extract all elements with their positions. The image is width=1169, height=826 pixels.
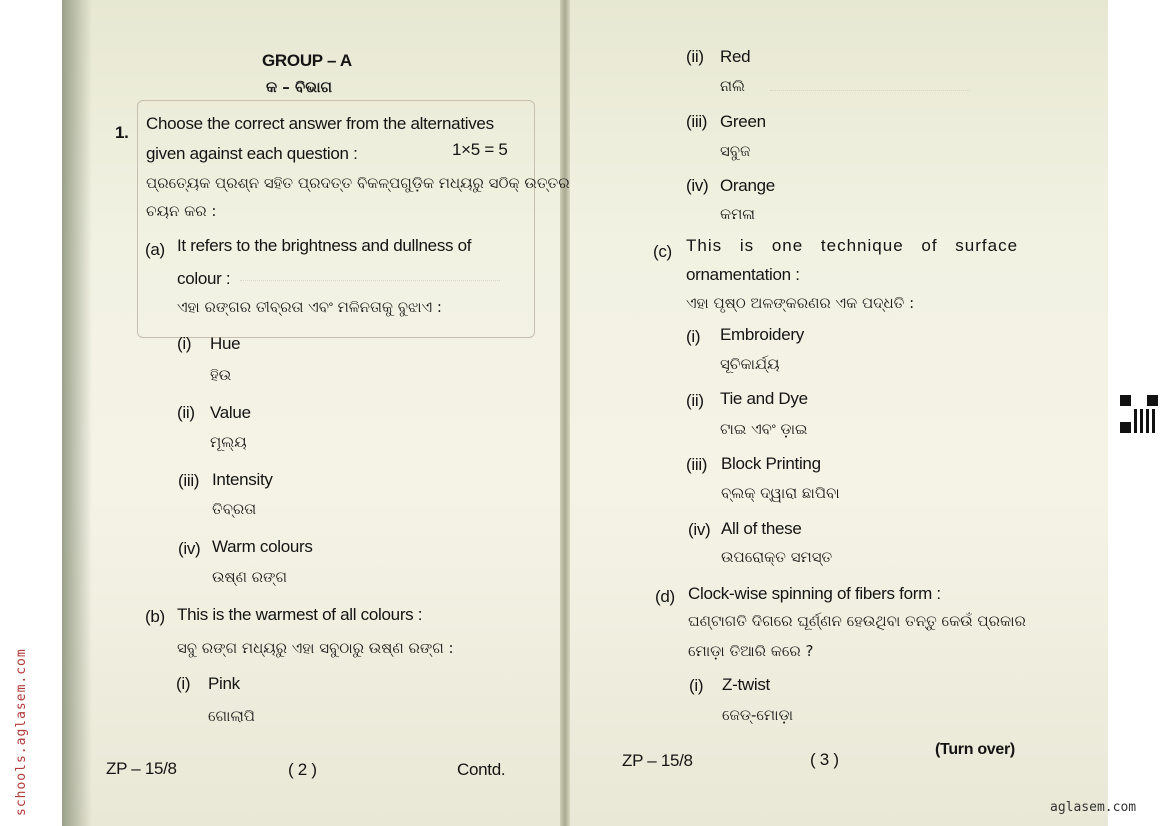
subq-d-line1: Clock-wise spinning of fibers form : xyxy=(688,584,941,603)
option-num: (i) xyxy=(177,334,192,353)
option-odia: ଟାଇ ଏବଂ ଡ଼ାଇ xyxy=(720,420,808,438)
option-num: (iii) xyxy=(686,455,708,474)
site-watermark: schools.aglasem.com xyxy=(14,648,29,816)
option-text: Orange xyxy=(720,176,775,195)
subq-d-odia1: ଘଣ୍ଟାଗତି ଦିଗରେ ଘୂର୍ଣ୍ଣନ ହେଉଥିବା ତନ୍ତୁ କେଉଁ ପ୍ରକାର xyxy=(688,612,1026,630)
subq-c-label: (c) xyxy=(653,242,672,261)
option-odia: ନାଲି xyxy=(720,77,746,95)
qr-code-icon xyxy=(1120,395,1158,433)
option-num: (iii) xyxy=(178,471,200,490)
subq-c-line2: ornamentation : xyxy=(686,265,800,284)
question-text-line1: Choose the correct answer from the alternatives xyxy=(146,114,494,133)
marks: 1×5 = 5 xyxy=(452,140,508,159)
option-text: Z-twist xyxy=(722,675,770,694)
subq-a-label: (a) xyxy=(145,240,165,259)
subq-c-odia: ଏହା ପୃଷ୍ଠ ଅଳଙ୍କରଣର ଏକ ପଦ୍ଧତି : xyxy=(686,294,915,312)
option-num: (i) xyxy=(689,676,704,695)
option-text: All of these xyxy=(721,519,802,538)
page-edge-shadow xyxy=(62,0,92,826)
option-text: Green xyxy=(720,112,766,131)
subq-b-line1: This is the warmest of all colours : xyxy=(177,605,423,624)
option-num: (i) xyxy=(686,327,701,346)
option-odia: ଉପରୋକ୍ତ ସମସ୍ତ xyxy=(721,548,833,566)
option-text: Intensity xyxy=(212,470,273,489)
option-text: Embroidery xyxy=(720,325,804,344)
question-text-line2: given against each question : xyxy=(146,144,358,163)
option-text: Block Printing xyxy=(721,454,821,473)
option-text: Tie and Dye xyxy=(720,389,808,408)
page-number: ( 3 ) xyxy=(810,750,839,769)
option-num: (iv) xyxy=(686,176,709,195)
question-odia-line1: ପ୍ରତ୍ୟେକ ପ୍ରଶ୍ନ ସହିତ ପ୍ରଦତ୍ତ ବିକଳ୍ପଗୁଡ଼ିକ ମଧ୍ୟରୁ ସଠିକ୍ ଉତ୍ତର xyxy=(146,174,570,192)
subq-d-label: (d) xyxy=(655,587,675,606)
paper-code: ZP – 15/8 xyxy=(622,751,693,770)
option-num: (i) xyxy=(176,674,191,693)
subq-b-odia: ସବୁ ରଙ୍ଗ ମଧ୍ୟରୁ ଏହା ସବୁଠାରୁ ଉଷ୍ଣ ରଙ୍ଗ : xyxy=(177,639,454,657)
option-text: Value xyxy=(210,403,251,422)
subq-c-line1: This is one technique of surface xyxy=(686,236,1019,255)
option-odia: ଉଷ୍ଣ ରଙ୍ଗ xyxy=(212,568,287,586)
subq-a-line1: It refers to the brightness and dullness of xyxy=(177,236,472,255)
option-odia: ତିବ୍ରତା xyxy=(212,500,257,518)
option-odia: ଜେଡ୍-ମୋଡ଼ା xyxy=(722,706,794,724)
subq-d-odia2: ମୋଡ଼ା ତିଆରି କରେ ? xyxy=(688,642,814,660)
group-title-odia: କ – ବିଭାଗ xyxy=(266,78,333,96)
option-num: (iv) xyxy=(688,520,711,539)
option-odia: କମଳା xyxy=(720,205,756,223)
right-page xyxy=(568,0,1108,826)
option-num: (iii) xyxy=(686,112,708,131)
option-odia: ସୂଚିକାର୍ଯ୍ୟ xyxy=(720,355,780,373)
option-text: Warm colours xyxy=(212,537,313,556)
subq-a-line2: colour : xyxy=(177,269,231,288)
question-odia-line2: ଚୟନ କର : xyxy=(146,202,217,220)
turn-over-label: (Turn over) xyxy=(935,741,1015,758)
option-num: (iv) xyxy=(178,539,201,558)
option-odia: ହିଉ xyxy=(210,366,232,384)
option-odia: ଗୋଲାପି xyxy=(208,707,255,725)
option-num: (ii) xyxy=(686,47,704,66)
option-odia: ସବୁଜ xyxy=(720,142,751,160)
brand-watermark: aglasem.com xyxy=(1050,800,1137,815)
option-odia: ବ୍ଲକ୍ ଦ୍ୱାରା ଛାପିବା xyxy=(721,484,840,502)
option-text: Hue xyxy=(210,334,241,353)
book-gutter xyxy=(560,0,570,826)
page-number: ( 2 ) xyxy=(288,760,317,779)
subq-a-odia: ଏହା ରଙ୍ଗର ତୀବ୍ରତା ଏବଂ ମଳିନତାକୁ ବୁଝାଏ : xyxy=(177,298,442,316)
paper-code: ZP – 15/8 xyxy=(106,759,177,778)
contd-label: Contd. xyxy=(457,760,506,779)
question-number: 1. xyxy=(115,123,129,142)
bleed-through-mark xyxy=(770,80,970,91)
option-text: Pink xyxy=(208,674,240,693)
option-num: (ii) xyxy=(686,391,704,410)
option-text: Red xyxy=(720,47,751,66)
subq-b-label: (b) xyxy=(145,607,165,626)
option-odia: ମୂଲ୍ୟ xyxy=(210,433,247,451)
group-title: GROUP – A xyxy=(262,51,352,70)
option-num: (ii) xyxy=(177,403,195,422)
